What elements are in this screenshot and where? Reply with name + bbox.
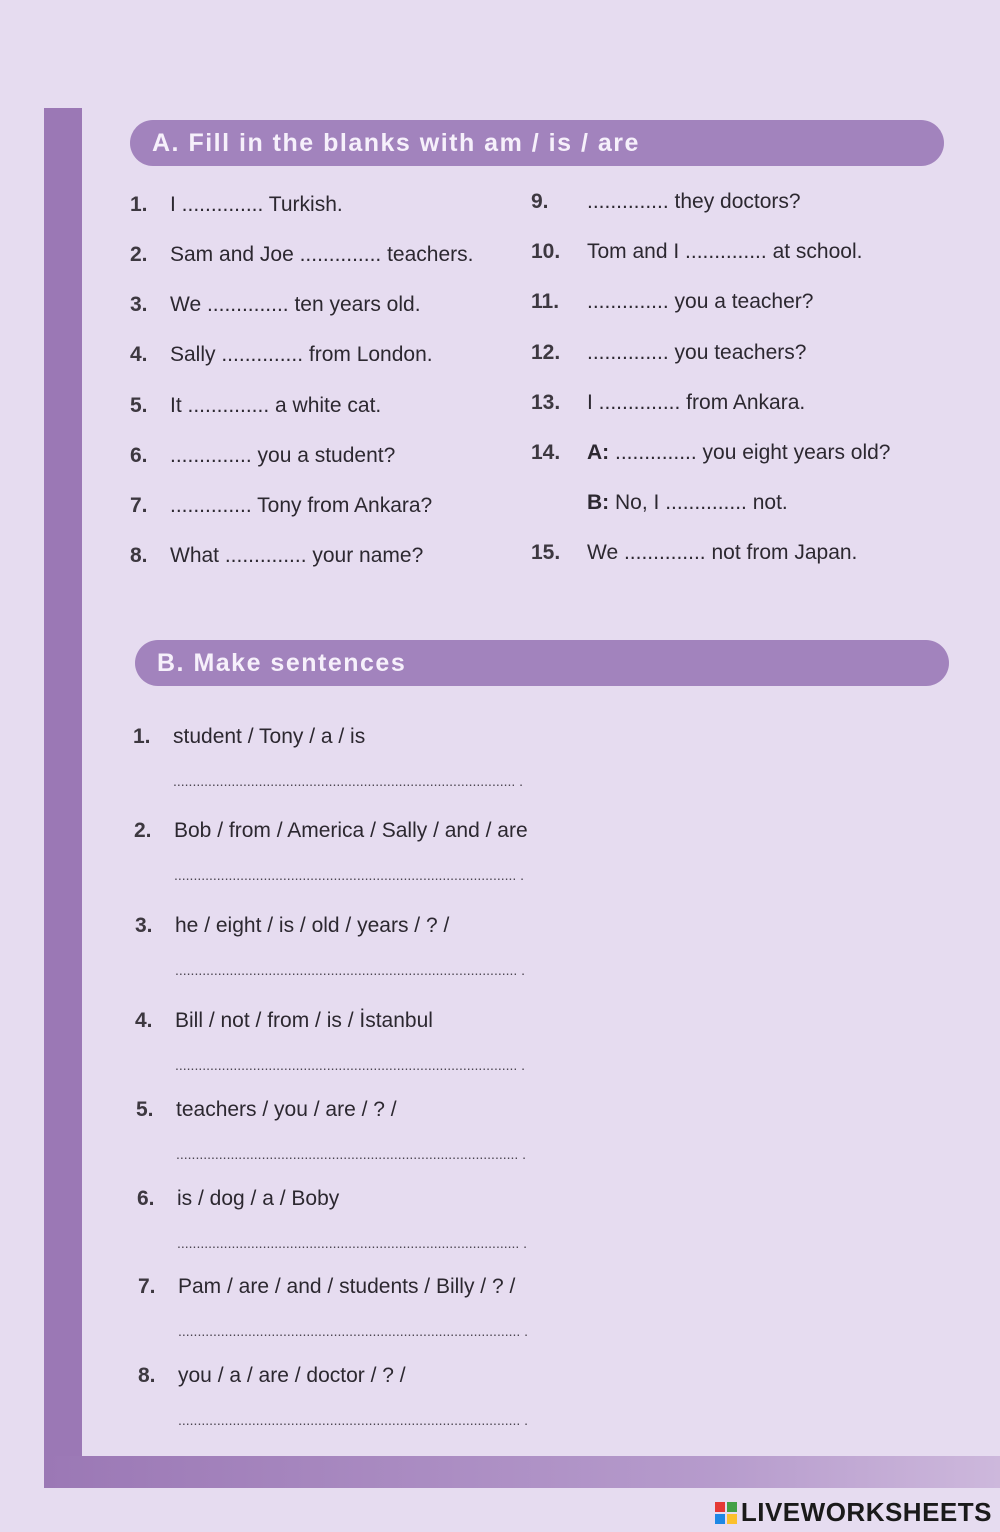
- answer-input-line[interactable]: ........................................................................................ .: [173, 773, 524, 789]
- bottom-decorative-bar: [44, 1456, 1000, 1488]
- item-number: 3.: [135, 914, 153, 937]
- exercise-a-item: [130, 343, 433, 367]
- exercise-a-item: [531, 391, 805, 415]
- sentence-prompt: [134, 819, 528, 843]
- section-a-header: A. Fill in the blanks with am / is / are: [130, 120, 944, 166]
- exercise-a-item: [130, 444, 395, 468]
- item-number: 15.: [531, 541, 561, 564]
- sentence-prompt: [136, 1098, 397, 1122]
- item-text: .............. you a teacher?: [587, 290, 814, 313]
- item-number: 3.: [130, 293, 148, 316]
- exercise-a-item: [130, 193, 343, 217]
- sentence-prompt: [138, 1364, 406, 1388]
- exercise-a-item: [531, 190, 801, 214]
- sentence-prompt: [135, 1009, 433, 1033]
- exercise-a-item: [531, 240, 862, 264]
- dialogue-speaker: A:: [587, 441, 610, 464]
- item-text: Tom and I .............. at school.: [587, 240, 863, 263]
- item-text: he / eight / is / old / years / ? /: [175, 914, 450, 937]
- item-number: 6.: [130, 444, 148, 467]
- item-number: 10.: [531, 240, 561, 263]
- item-text: .............. you eight years old?: [615, 441, 891, 464]
- item-text: Sally .............. from London.: [170, 343, 433, 366]
- item-text: .............. Tony from Ankara?: [170, 494, 433, 517]
- exercise-a-item: [130, 494, 432, 518]
- item-text: is / dog / a / Boby: [177, 1187, 340, 1210]
- exercise-a-item: [531, 341, 806, 365]
- item-number: 4.: [135, 1009, 153, 1032]
- item-text: We .............. not from Japan.: [587, 541, 858, 564]
- sentence-prompt: [135, 914, 449, 938]
- item-number: 13.: [531, 391, 561, 414]
- exercise-a-item: [130, 544, 423, 568]
- brand-text: LIVEWORKSHEETS: [740, 1497, 992, 1527]
- dialogue-speaker: B:: [587, 491, 610, 514]
- item-number: 8.: [138, 1364, 156, 1387]
- item-text: you / a / are / doctor / ? /: [178, 1364, 406, 1387]
- answer-input-line[interactable]: ........................................................................................ .: [174, 867, 525, 883]
- item-number: 9.: [531, 190, 549, 213]
- item-number: 2.: [130, 243, 148, 266]
- item-text: No, I .............. not.: [615, 491, 788, 514]
- exercise-a-item: [531, 290, 813, 314]
- logo-square-green: [727, 1502, 737, 1512]
- item-text: .............. you teachers?: [587, 341, 807, 364]
- exercise-a-item: [531, 491, 788, 515]
- item-number: 5.: [130, 394, 148, 417]
- item-text: student / Tony / a / is: [173, 725, 366, 748]
- item-text: We .............. ten years old.: [170, 293, 421, 316]
- logo-square-red: [715, 1502, 725, 1512]
- item-number: 5.: [136, 1098, 154, 1121]
- sentence-prompt: [138, 1275, 515, 1299]
- item-number: 4.: [130, 343, 148, 366]
- item-number: 14.: [531, 441, 561, 464]
- item-text: It .............. a white cat.: [170, 394, 382, 417]
- answer-input-line[interactable]: ........................................................................................ .: [177, 1235, 528, 1251]
- item-number: 12.: [531, 341, 561, 364]
- item-number: 8.: [130, 544, 148, 567]
- item-text: Bob / from / America / Sally / and / are: [174, 819, 528, 842]
- item-number: 2.: [134, 819, 152, 842]
- logo-square-yellow: [727, 1514, 737, 1524]
- answer-input-line[interactable]: ........................................................................................ .: [176, 1146, 527, 1162]
- item-text: teachers / you / are / ? /: [176, 1098, 397, 1121]
- item-number: 7.: [138, 1275, 156, 1298]
- item-number: 7.: [130, 494, 148, 517]
- item-text: .............. you a student?: [170, 444, 396, 467]
- liveworksheets-icon: [715, 1502, 737, 1524]
- answer-input-line[interactable]: ........................................................................................ .: [178, 1323, 529, 1339]
- sentence-prompt: [133, 725, 365, 749]
- answer-input-line[interactable]: ........................................................................................ .: [175, 1057, 526, 1073]
- item-text: .............. they doctors?: [587, 190, 801, 213]
- answer-input-line[interactable]: ........................................................................................ .: [175, 962, 526, 978]
- item-text: I .............. from Ankara.: [587, 391, 806, 414]
- sentence-prompt: [137, 1187, 339, 1211]
- item-number: 11.: [531, 290, 560, 313]
- item-text: I .............. Turkish.: [170, 193, 343, 216]
- exercise-a-item: [531, 441, 891, 465]
- item-text: Sam and Joe .............. teachers.: [170, 243, 474, 266]
- exercise-a-item: [130, 243, 473, 267]
- exercise-a-item: [531, 541, 857, 565]
- section-b-header: B. Make sentences: [135, 640, 949, 686]
- left-decorative-bar: [44, 108, 82, 1488]
- answer-input-line[interactable]: ........................................................................................ .: [178, 1412, 529, 1428]
- item-text: Bill / not / from / is / İstanbul: [175, 1009, 433, 1032]
- logo-square-blue: [715, 1514, 725, 1524]
- item-number: 1.: [130, 193, 148, 216]
- exercise-a-item: [130, 293, 421, 317]
- item-text: Pam / are / and / students / Billy / ? /: [178, 1275, 516, 1298]
- exercise-a-item: [130, 394, 381, 418]
- item-number: 1.: [133, 725, 151, 748]
- item-number: 6.: [137, 1187, 155, 1210]
- liveworksheets-logo: [715, 1497, 992, 1528]
- item-text: What .............. your name?: [170, 544, 424, 567]
